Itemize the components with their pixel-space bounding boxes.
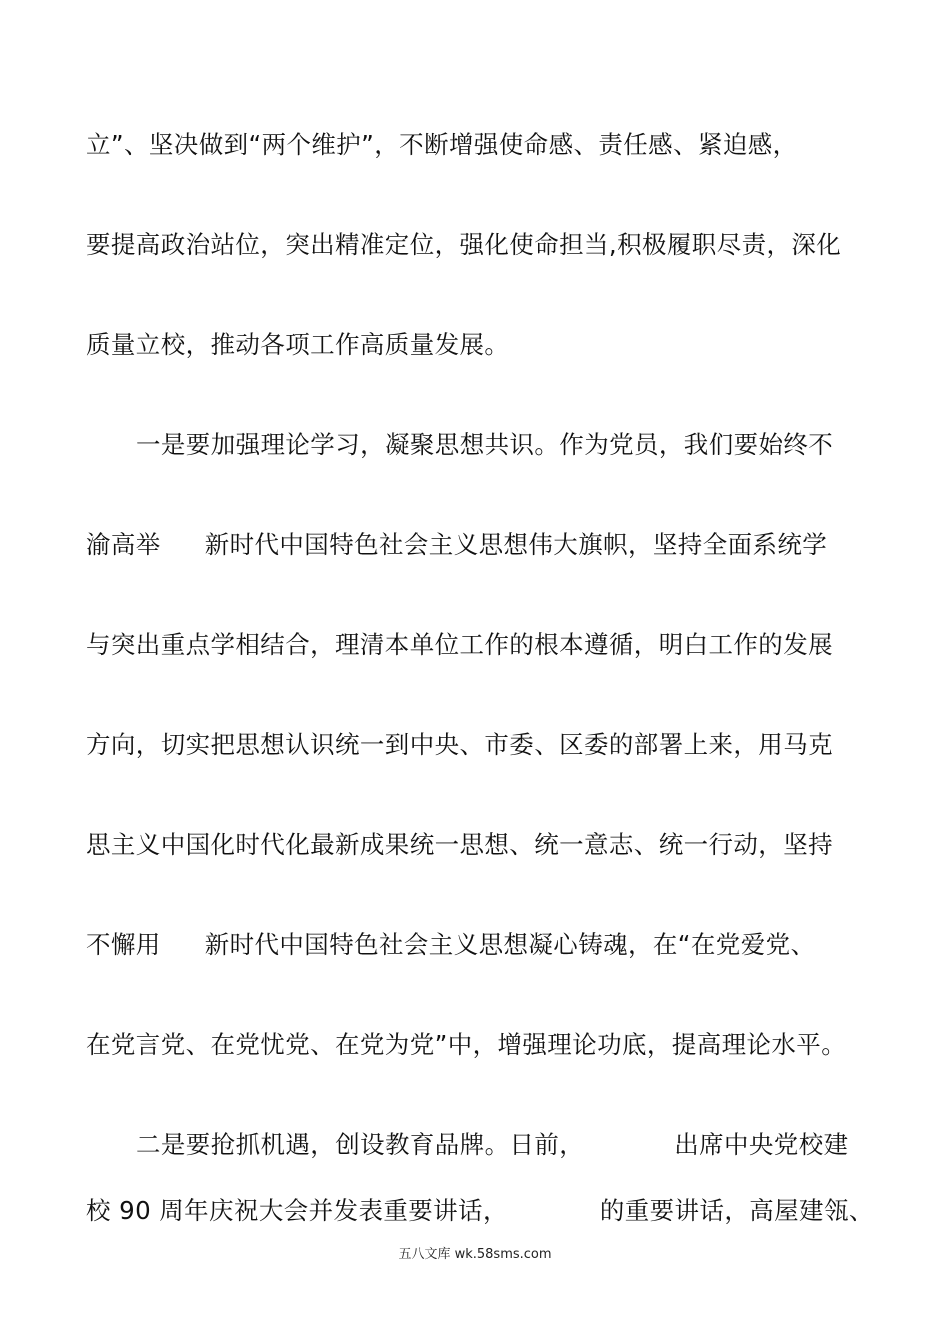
line-segment: 校 90 周年庆祝大会并发表重要讲话， xyxy=(86,1196,508,1225)
line-segment: 的重要讲话，高屋建瓴、 xyxy=(599,1196,874,1225)
line-segment: 渝高举 xyxy=(86,530,161,559)
line-segment: 新时代中国特色社会主义思想凝心铸魂，在“在党爱党、 xyxy=(204,930,816,959)
paragraph-line: 方向，切实把思想认识统一到中央、市委、区委的部署上来，用马克 xyxy=(86,730,833,759)
line-segment: 不懈用 xyxy=(86,930,161,959)
paragraph-line: 在党言党、在党忧党、在党为党”中，增强理论功底，提高理论水平。 xyxy=(86,1030,847,1059)
paragraph-line xyxy=(86,928,866,962)
paragraph-line xyxy=(136,1128,916,1162)
watermark-footer: 五八文库 wk.58sms.com xyxy=(398,1247,552,1262)
paragraph-line: 思主义中国化时代化最新成果统一思想、统一意志、统一行动，坚持 xyxy=(86,830,833,859)
paragraph-line xyxy=(86,528,866,562)
line-segment: 新时代中国特色社会主义思想伟大旗帜，坚持全面系统学 xyxy=(204,530,828,559)
paragraph-line: 质量立校，推动各项工作高质量发展。 xyxy=(86,330,510,359)
paragraph-line: 与突出重点学相结合，理清本单位工作的根本遵循，明白工作的发展 xyxy=(86,630,833,659)
paragraph-line: 要提高政治站位，突出精准定位，强化使命担当,积极履职尽责，深化 xyxy=(86,230,842,259)
line-segment: 出席中央党校建 xyxy=(674,1130,849,1159)
paragraph-line: 立”、坚决做到“两个维护”，不断增强使命感、责任感、紧迫感， xyxy=(86,130,798,159)
paragraph-line xyxy=(86,1194,874,1228)
line-segment: 二是要抢抓机遇，创设教育品牌。日前， xyxy=(136,1130,585,1159)
paragraph-line: 一是要加强理论学习，凝聚思想共识。作为党员，我们要始终不 xyxy=(136,430,834,459)
